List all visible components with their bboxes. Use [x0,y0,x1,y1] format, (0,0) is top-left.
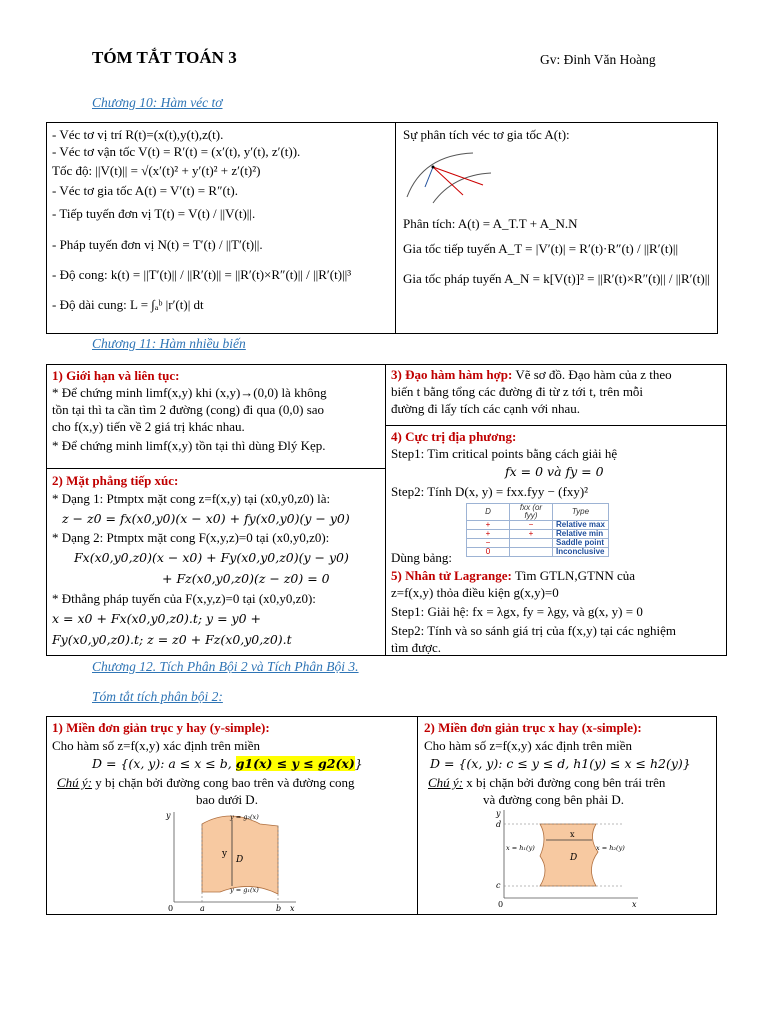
s2-line: x = x0 + Fx(x0,y0,z0).t; y = y0 + [52,611,261,626]
x-simple-title: 2) Miền đơn giản trục x hay (x-simple): [424,720,642,735]
region-label: D [570,853,578,863]
table-header: Type [553,504,609,521]
extrema-table [466,503,609,557]
y-simple-domain [92,755,363,772]
s5-line: Step1: Giải hệ: fx = λgx, fy = λgy, và g(x, y) = 0 [391,604,643,619]
s1-line: tồn tại thì ta cần tìm 2 đường (cong) đi qua (0,0) sao [52,402,325,417]
y-simple-title: 1) Miền đơn giản trục y hay (y-simple): [52,720,270,735]
ch10-line: - Độ cong: k(t) = ||T′(t)|| / ||R′(t)|| = ||R′(t)×R″(t)|| / ||R′(t)||³ [52,267,352,282]
s4-line: Step1: Tìm critical points bằng cách giải hệ [391,446,618,461]
y-simple-line: Cho hàm số z=f(x,y) xác định trên miền [52,738,261,753]
vertical-var-label: y [222,849,228,859]
y-simple-line: bao dưới D. [196,792,258,807]
ch10-line: - Véc tơ gia tốc A(t) = V′(t) = R″(t). [52,183,238,198]
horizontal-var-label: x [570,830,575,839]
s4-line: fx = 0 và fy = 0 [505,464,604,479]
axis-x-label: x [290,904,295,912]
s5-text: Tìm GTLN,GTNN của [511,568,636,583]
s2-line: + Fz(x0,y0,z0)(z − z0) = 0 [162,571,330,586]
tick-d: d [496,820,502,829]
s4-line: Step2: Tính D(x, y) = fxx.fyy − (fxy)² [391,484,589,499]
ch10-right-title: Sự phân tích véc tơ gia tốc A(t): [403,127,570,142]
s3-line: đường đi lấy tích các cạnh với nhau. [391,401,581,416]
curve-right-label: x = h₂(y) [596,844,625,852]
curve-top-label: y = g₂(x) [230,813,259,821]
note-text: x bị chặn bởi đường cong bên trái trên [463,775,666,790]
table-cell: Inconclusive [553,548,609,557]
table-cell: Relative min [553,530,609,539]
s5-line: tìm được. [391,640,442,655]
ch10-line: - Tiếp tuyến đơn vị T(t) = V(t) / ||V(t)||. [52,206,256,221]
domain-part: } [354,756,363,771]
ch10-right-line: Gia tốc tiếp tuyến A_T = |V′(t)| = R′(t)·R″(t) / ||R′(t)|| [403,241,679,256]
s1-line: * Để chứng minh limf(x,y) khi (x,y)→(0,0) là không [52,385,327,400]
y-simple-figure [160,808,300,912]
s1-line: cho f(x,y) tiến về 2 giá trị khác nhau. [52,419,245,434]
curve-bottom-label: y = g₁(x) [230,886,259,894]
axis-y-label: y [496,809,501,818]
axis-x-label: x [632,900,637,908]
x-simple-domain: D = {(x, y): c ≤ y ≤ d, h1(y) ≤ x ≤ h2(y)} [430,756,691,771]
table-cell: − [510,521,553,530]
table-cell [510,539,553,548]
s2-line: Fy(x0,y0,z0).t; z = z0 + Fz(x0,y0,z0).t [52,632,292,647]
note-label: Chú ý: [57,775,93,790]
s2-line: * Dạng 1: Ptmptx mặt cong z=f(x,y) tại (x0,y0,z0) là: [52,491,331,506]
table-header: D [467,504,510,521]
chapter-10-heading: Chương 10: Hàm véc tơ [92,95,223,110]
ch10-line: - Véc tơ vị trí R(t)=(x(t),y(t),z(t). [52,127,224,142]
s4-line: Dùng bảng: [391,550,453,565]
origin-label: 0 [498,900,504,908]
s4-title: 4) Cực trị địa phương: [391,429,517,444]
table-cell: + [467,530,510,539]
tick-b: b [276,904,282,912]
s3-text: Vẽ sơ đồ. Đạo hàm của z theo [512,367,672,382]
table-cell [510,548,553,557]
author: Gv: Đinh Văn Hoàng [540,52,656,67]
chapter-12-heading: Chương 12. Tích Phân Bội 2 và Tích Phân Bội 3. [92,659,359,674]
s2-title: 2) Mặt phẳng tiếp xúc: [52,473,179,488]
x-simple-figure [492,808,642,908]
domain-part: D = {(x, y): a ≤ x ≤ b, [92,756,236,771]
s1-line: * Để chứng minh limf(x,y) tồn tại thì dùng Đlý Kẹp. [52,438,326,453]
table-cell: Relative max [553,521,609,530]
ch10-line: - Pháp tuyến đơn vị N(t) = T′(t) / ||T′(t)||. [52,237,263,252]
axis-y-label: y [166,811,171,820]
s5-line [391,567,635,584]
ch10-right-line: Gia tốc pháp tuyến A_N = k[V(t)]² = ||R′(t)×R″(t)|| / ||R′(t)|| [403,271,710,286]
table-cell: Saddle point [553,539,609,548]
s5-line: z=f(x,y) thỏa điều kiện g(x,y)=0 [391,585,559,600]
s2-line: z − z0 = fx(x0,y0)(x − x0) + fy(x0,y0)(y − y0) [62,511,350,526]
y-simple-note [57,774,355,791]
table-cell: + [510,530,553,539]
region-label: D [236,855,244,865]
s3-line [391,366,672,383]
acceleration-diagram [403,145,495,207]
x-simple-line: Cho hàm số z=f(x,y) xác định trên miền [424,738,633,753]
page-title: TÓM TẮT TOÁN 3 [92,48,237,67]
s5-line: Step2: Tính và so sánh giá trị của f(x,y) tại các nghiệm [391,623,676,638]
chapter-12-subheading: Tóm tắt tích phân bội 2: [92,689,223,704]
domain-highlight: g1(x) ≤ y ≤ g2(x) [235,756,355,771]
s3-title: 3) Đạo hàm hàm hợp: [391,367,513,382]
ch10-line: Tốc độ: ||V(t)|| = √(x′(t)² + y′(t)² + z′(t)²) [52,163,261,178]
s2-line: * Dạng 2: Ptmptx mặt cong F(x,y,z)=0 tại (x0,y0,z0): [52,530,330,545]
curve-left-label: x = h₁(y) [506,844,535,852]
note-label: Chú ý: [428,775,464,790]
note-text: y bị chặn bởi đường cong bao trên và đường cong [92,775,355,790]
s2-line: Fx(x0,y0,z0)(x − x0) + Fy(x0,y0,z0)(y − y0) [74,550,349,565]
x-simple-line: và đường cong bên phải D. [483,792,625,807]
table-cell: 0 [467,548,510,557]
s2-line: * Đthẳng pháp tuyến của F(x,y,z)=0 tại (x0,y0,z0): [52,591,316,606]
table-header: fxx (or fyy) [510,504,553,521]
tick-c: c [496,881,501,890]
ch10-line: - Véc tơ vận tốc V(t) = R′(t) = (x′(t), y′(t), z′(t)). [52,144,301,159]
s3-line: biến t bằng tổng các đường đi từ z tới t, trên mỗi [391,384,644,399]
ch10-line: - Độ dài cung: L = ∫ₐᵇ |r′(t)| dt [52,297,204,312]
ch10-right-line: Phân tích: A(t) = A_T.T + A_N.N [403,216,578,231]
table-cell: − [467,539,510,548]
s5-title: 5) Nhân tử Lagrange: [391,568,512,583]
table-cell: + [467,521,510,530]
tick-a: a [200,904,205,912]
s1-title: 1) Giới hạn và liên tục: [52,368,180,383]
chapter-11-heading: Chương 11: Hàm nhiều biến [92,336,246,351]
x-simple-note [428,774,665,791]
origin-label: 0 [168,904,174,912]
